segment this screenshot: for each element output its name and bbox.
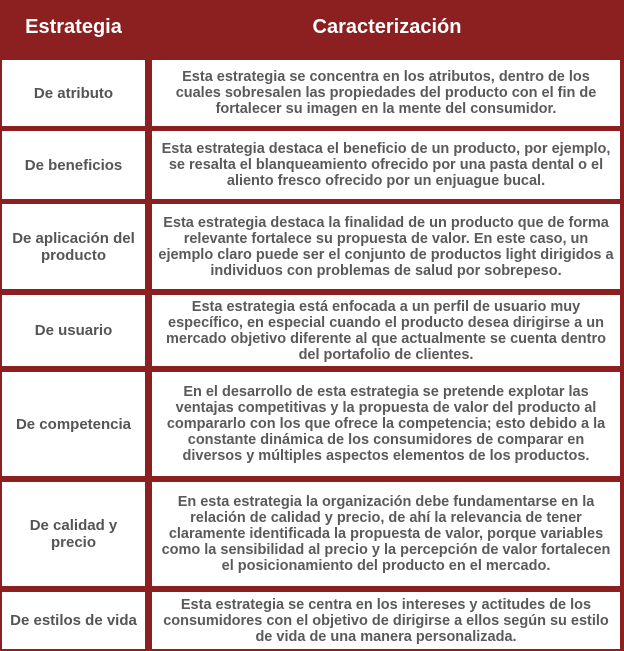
- header-estrategia: Estrategia: [0, 0, 147, 55]
- strategy-description: Esta estrategia destaca la finalidad de un producto que de forma relevante fortalece su propuesta de valor. En este caso, un ejemplo claro puede ser el conjunto de productos light dirigidos a individuos con problemas de salud por sobrepeso.: [152, 204, 620, 289]
- strategy-description: En el desarrollo de esta estrategia se pretende explotar las ventajas competitivas y la propuesta de valor del producto al compararlo con los que ofrece la competencia; esto debido a la constante dinámica de los consumidores de comparar en diversos y múltiples aspectos elementos de los productos.: [152, 372, 620, 476]
- table-row: [0, 131, 624, 199]
- table-row: [0, 482, 624, 586]
- table-row: [0, 204, 624, 289]
- strategy-name: De estilos de vida: [2, 592, 145, 649]
- strategy-description: Esta estrategia se centra en los intereses y actitudes de los consumidores con el objetivo de dirigirse a ellos según su estilo de vida de una manera personalizada.: [152, 592, 620, 649]
- table-row: [0, 295, 624, 366]
- strategy-description: Esta estrategia se concentra en los atributos, dentro de los cuales sobresalen las propiedades del producto con el fin de fortalecer su imagen en la mente del consumidor.: [152, 60, 620, 126]
- strategy-description: Esta estrategia está enfocada a un perfil de usuario muy específico, en especial cuando el producto desea dirigirse a un mercado objetivo diferente al que actualmente se cuenta dentro del portafolio de clientes.: [152, 295, 620, 366]
- strategy-name: De calidad y precio: [2, 482, 145, 586]
- table-row: [0, 592, 624, 649]
- strategy-description: Esta estrategia destaca el beneficio de un producto, por ejemplo, se resalta el blanqueamiento ofrecido por una pasta dental o el aliento fresco ofrecido por un enjuague bucal.: [152, 131, 620, 199]
- strategy-name: De usuario: [2, 295, 145, 366]
- strategy-name: De competencia: [2, 372, 145, 476]
- strategy-name: De atributo: [2, 60, 145, 126]
- strategy-description: En esta estrategia la organización debe fundamentarse en la relación de calidad y precio, de ahí la relevancia de tener claramente identificada la propuesta de valor, porque variables como la sensibilidad al precio y la percepción de valor fortalecen el posicionamiento del producto en el mercado.: [152, 482, 620, 586]
- strategy-name: De beneficios: [2, 131, 145, 199]
- header-caracterizacion: Caracterización: [150, 0, 624, 55]
- strategy-name: De aplicación del producto: [2, 204, 145, 289]
- table-row: [0, 60, 624, 126]
- table-row: [0, 372, 624, 476]
